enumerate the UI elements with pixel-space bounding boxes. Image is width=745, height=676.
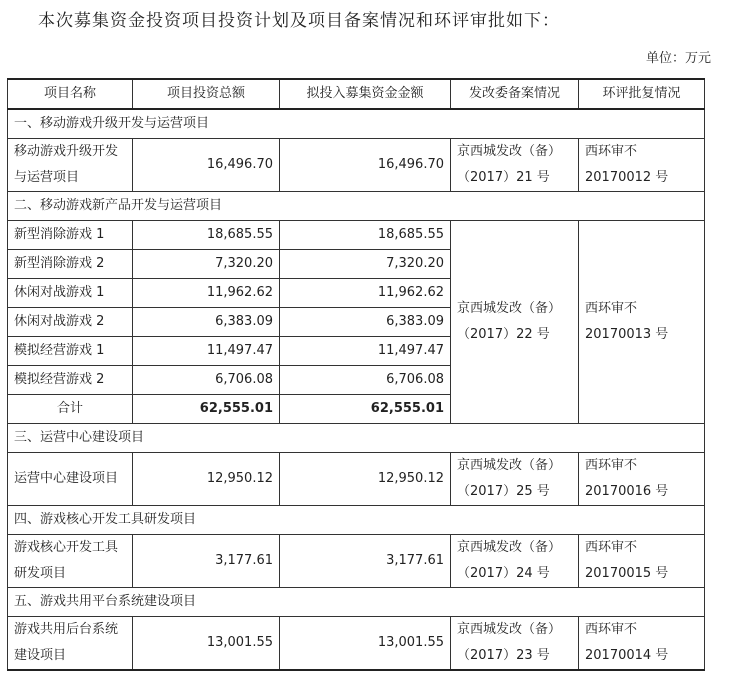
subtotal-label: 合计 [8, 395, 133, 424]
raised-cell: 7,320.20 [280, 250, 451, 279]
eia-cell: 西环审不 20170013 号 [579, 221, 705, 424]
col-header-name: 项目名称 [8, 79, 133, 109]
total-cell: 11,497.47 [133, 337, 280, 366]
total-cell: 6,706.08 [133, 366, 280, 395]
raised-cell: 11,962.62 [280, 279, 451, 308]
section-header-row [8, 192, 705, 221]
total-cell: 16,496.70 [133, 139, 280, 192]
section-title: 一、移动游戏升级开发与运营项目 [8, 109, 705, 139]
total-cell: 18,685.55 [133, 221, 280, 250]
table-header-row [8, 79, 705, 109]
table-row [8, 221, 705, 250]
total-cell: 13,001.55 [133, 617, 280, 671]
raised-cell: 6,706.08 [280, 366, 451, 395]
project-name-cell: 移动游戏升级开发与运营项目 [8, 139, 133, 192]
project-name-cell: 游戏共用后台系统建设项目 [8, 617, 133, 671]
total-cell: 7,320.20 [133, 250, 280, 279]
filing-cell: 京西城发改（备）（2017）22 号 [451, 221, 579, 424]
eia-cell: 西环审不 20170016 号 [579, 453, 705, 506]
col-header-filing: 发改委备案情况 [451, 79, 579, 109]
project-name-cell: 休闲对战游戏 2 [8, 308, 133, 337]
raised-cell: 12,950.12 [280, 453, 451, 506]
table-row [8, 535, 705, 588]
section-title: 四、游戏核心开发工具研发项目 [8, 506, 705, 535]
project-name-cell: 模拟经营游戏 1 [8, 337, 133, 366]
filing-cell: 京西城发改（备）（2017）25 号 [451, 453, 579, 506]
eia-cell: 西环审不 20170014 号 [579, 617, 705, 671]
table-row [8, 453, 705, 506]
total-cell: 12,950.12 [133, 453, 280, 506]
section-header-row [8, 424, 705, 453]
raised-cell: 13,001.55 [280, 617, 451, 671]
section-title: 三、运营中心建设项目 [8, 424, 705, 453]
investment-table [7, 78, 705, 671]
table-row [8, 139, 705, 192]
raised-cell: 3,177.61 [280, 535, 451, 588]
col-header-total: 项目投资总额 [133, 79, 280, 109]
project-name-cell: 新型消除游戏 1 [8, 221, 133, 250]
total-cell: 11,962.62 [133, 279, 280, 308]
col-header-raised: 拟投入募集资金金额 [280, 79, 451, 109]
raised-cell: 11,497.47 [280, 337, 451, 366]
project-name-cell: 游戏核心开发工具研发项目 [8, 535, 133, 588]
eia-cell: 西环审不 20170012 号 [579, 139, 705, 192]
subtotal-raised: 62,555.01 [280, 395, 451, 424]
section-header-row [8, 588, 705, 617]
total-cell: 3,177.61 [133, 535, 280, 588]
raised-cell: 18,685.55 [280, 221, 451, 250]
section-title: 五、游戏共用平台系统建设项目 [8, 588, 705, 617]
project-name-cell: 新型消除游戏 2 [8, 250, 133, 279]
raised-cell: 16,496.70 [280, 139, 451, 192]
filing-cell: 京西城发改（备）（2017）24 号 [451, 535, 579, 588]
total-cell: 6,383.09 [133, 308, 280, 337]
table-row [8, 617, 705, 671]
unit-label: 单位：万元 [645, 51, 711, 66]
project-name-cell: 运营中心建设项目 [8, 453, 133, 506]
section-title: 二、移动游戏新产品开发与运营项目 [8, 192, 705, 221]
intro-text: 本次募集资金投资项目投资计划及项目备案情况和环评审批如下： [38, 11, 560, 31]
subtotal-total: 62,555.01 [133, 395, 280, 424]
section-header-row [8, 506, 705, 535]
filing-cell: 京西城发改（备）（2017）21 号 [451, 139, 579, 192]
project-name-cell: 休闲对战游戏 1 [8, 279, 133, 308]
raised-cell: 6,383.09 [280, 308, 451, 337]
filing-cell: 京西城发改（备）（2017）23 号 [451, 617, 579, 671]
project-name-cell: 模拟经营游戏 2 [8, 366, 133, 395]
col-header-eia: 环评批复情况 [579, 79, 705, 109]
eia-cell: 西环审不 20170015 号 [579, 535, 705, 588]
section-header-row [8, 109, 705, 139]
